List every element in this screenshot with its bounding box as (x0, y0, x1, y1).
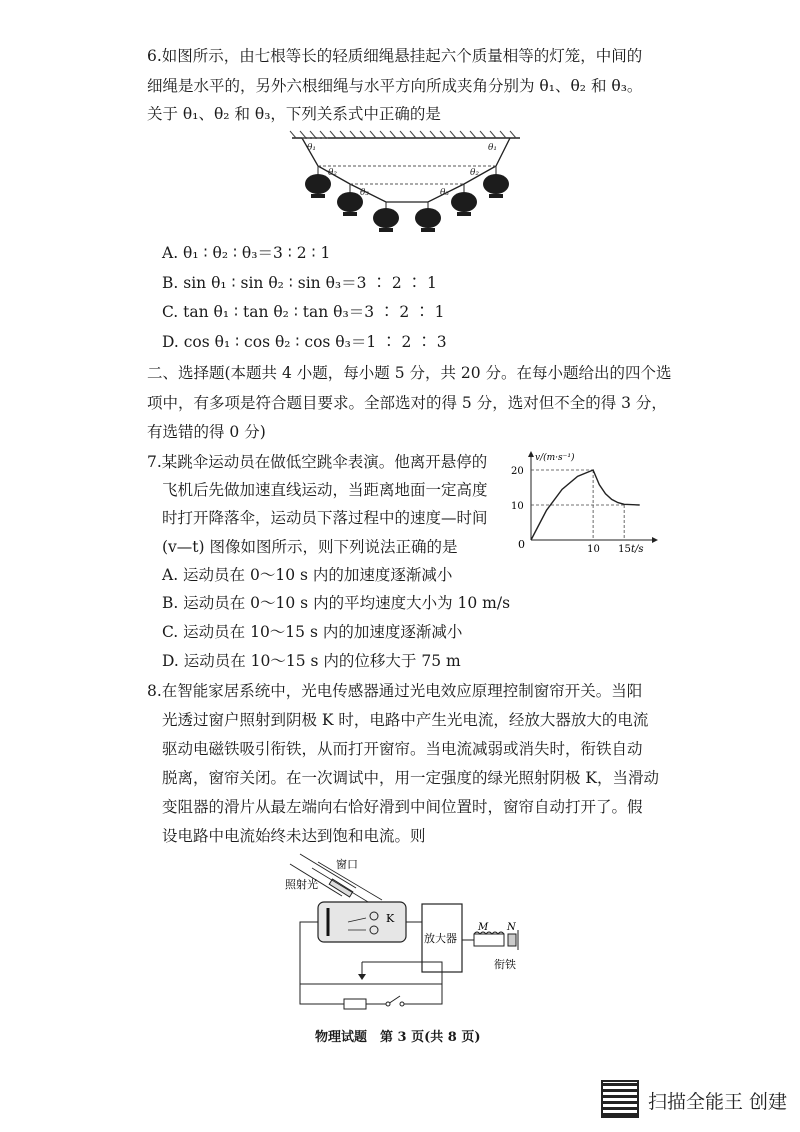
q6-fig-theta1-left: θ₁ (307, 143, 317, 153)
armature-label: 衔铁 (494, 958, 516, 971)
q8-line-6: 设电路中电流始终未达到饱和电流。则 (162, 827, 426, 845)
n-label: N (507, 922, 516, 933)
q6-line-3: 关于 θ₁、θ₂ 和 θ₃，下列关系式中正确的是 (147, 105, 441, 123)
q6-option-c: C. tan θ₁ ∶ tan θ₂ ∶ tan θ₃＝3 ∶ 2 ∶ 1 (162, 303, 445, 321)
q7-option-d: D. 运动员在 10～15 s 内的位移大于 75 m (162, 652, 461, 670)
section2-line-1: 二、选择题(本题共 4 小题，每小题 5 分，共 20 分。在每小题给出的四个选 (147, 364, 672, 382)
q6-fig-theta1-right: θ₁ (488, 143, 498, 153)
lantern-figure (288, 128, 524, 240)
q8-line-3: 驱动电磁铁吸引衔铁，从而打开窗帘。当电流减弱或消失时，衔铁自动 (162, 740, 643, 758)
x-tick-label-15: 15 (618, 544, 631, 555)
q6-option-d: D. cos θ₁ ∶ cos θ₂ ∶ cos θ₃＝1 ∶ 2 ∶ 3 (162, 333, 447, 351)
q8-line-4: 脱离，窗帘关闭。在一次调试中，用一定强度的绿光照射阴极 K，当滑动 (162, 769, 660, 787)
q6-fig-theta2-left: θ₂ (328, 168, 338, 178)
q6-fig-theta2-right: θ₂ (470, 168, 480, 178)
y-tick-label-20: 20 (511, 466, 524, 477)
scanner-watermark: 扫描全能王 创建 (648, 1091, 788, 1113)
x-tick-label-10: 10 (587, 544, 600, 555)
q6-fig-theta3-left: θ₃ (360, 188, 370, 198)
section2-line-2: 项中，有多项是符合题目要求。全部选对的得 5 分，选对但不全的得 3 分， (147, 394, 667, 412)
q6-option-a: A. θ₁ ∶ θ₂ ∶ θ₃＝3 ∶ 2 ∶ 1 (162, 244, 331, 262)
light-label: 照射光 (285, 878, 318, 891)
amplifier-label: 放大器 (424, 932, 457, 945)
q7-option-c: C. 运动员在 10～15 s 内的加速度逐渐减小 (162, 623, 463, 641)
y-tick-label-10: 10 (511, 501, 524, 512)
cathode-label: K (386, 912, 395, 925)
q6-option-b: B. sin θ₁ ∶ sin θ₂ ∶ sin θ₃＝3 ∶ 2 ∶ 1 (162, 274, 437, 292)
x-axis-label: t/s (631, 544, 644, 555)
q6-line-1: 6.如图所示，由七根等长的轻质细绳悬挂起六个质量相等的灯笼，中间的 (147, 47, 643, 65)
y-axis-label: v/(m·s⁻¹) (535, 453, 575, 463)
q8-line-2: 光透过窗户照射到阴极 K 时，电路中产生光电流，经放大器放大的电流 (162, 711, 649, 729)
circuit-figure (282, 850, 532, 1020)
q6-fig-theta3-right: θ₃ (440, 188, 450, 198)
q8-line-1: 8.在智能家居系统中，光电传感器通过光电效应原理控制窗帘开关。当阳 (147, 682, 643, 700)
m-label: M (478, 922, 489, 933)
q6-line-2: 细绳是水平的，另外六根细绳与水平方向所成夹角分别为 θ₁、θ₂ 和 θ₃。 (147, 77, 643, 95)
qr-code-icon (601, 1080, 639, 1118)
q7-option-a: A. 运动员在 0～10 s 内的加速度逐渐减小 (162, 566, 453, 584)
q7-option-b: B. 运动员在 0～10 s 内的平均速度大小为 10 m/s (162, 594, 511, 612)
window-label: 窗口 (336, 858, 358, 871)
vt-chart (505, 448, 665, 556)
q7-line-4: (v—t) 图像如图所示，则下列说法正确的是 (162, 538, 458, 556)
q8-line-5: 变阻器的滑片从最左端向右恰好滑到中间位置时，窗帘自动打开了。假 (162, 798, 643, 816)
q7-line-1: 7.某跳伞运动员在做低空跳伞表演。他离开悬停的 (147, 453, 488, 471)
q7-line-3: 时打开降落伞，运动员下落过程中的速度—时间 (162, 509, 488, 527)
section2-line-3: 有选错的得 0 分) (147, 423, 266, 441)
page-caption: 物理试题 第 3 页(共 8 页) (315, 1030, 481, 1045)
q7-line-2: 飞机后先做加速直线运动，当距离地面一定高度 (162, 481, 488, 499)
origin-label: 0 (518, 538, 525, 551)
